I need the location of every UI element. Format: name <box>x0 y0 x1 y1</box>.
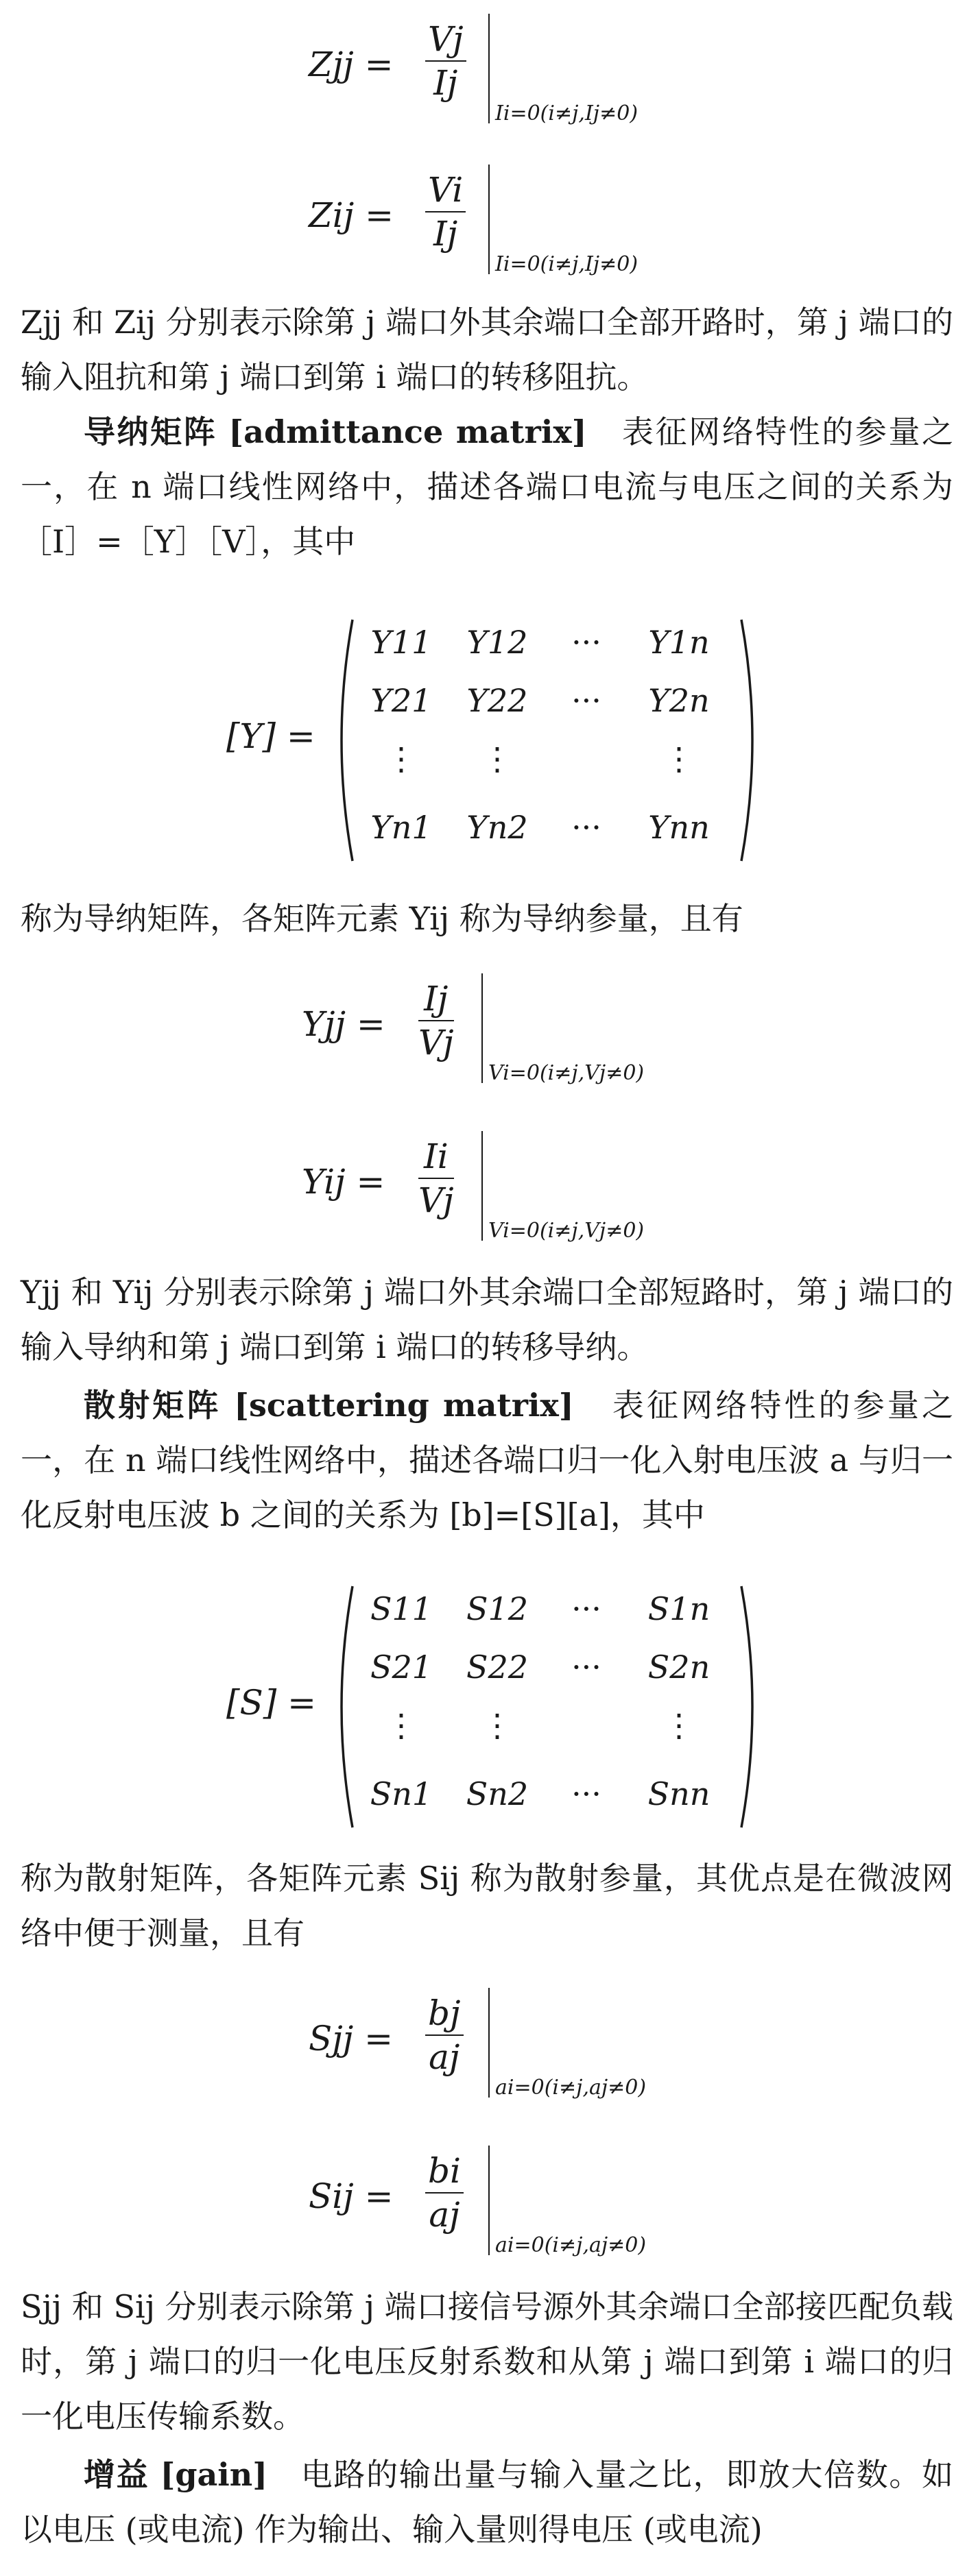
matrix-label: [S] = <box>226 1683 317 1723</box>
matrix-cell: S2n <box>647 1649 711 1686</box>
right-parenthesis <box>737 617 765 864</box>
fraction-denominator: Ij <box>433 63 458 103</box>
fraction-numerator: bi <box>425 2151 464 2194</box>
matrix-cell: Y21 <box>370 682 432 719</box>
matrix-cell: Snn <box>647 1775 711 1812</box>
matrix-cell: ··· <box>571 1775 601 1812</box>
right-parenthesis <box>737 1583 765 1830</box>
matrix-cell: ··· <box>571 1649 601 1686</box>
matrix-cell: ⋮ <box>663 740 695 777</box>
matrix-cell: Y11 <box>370 624 432 661</box>
equation-sjj <box>309 1988 720 2118</box>
matrix-cell: Ynn <box>648 809 710 846</box>
entry-term: 导纳矩阵 <box>84 413 217 450</box>
fraction-numerator: Ii <box>418 1137 454 1179</box>
matrix-cell: ⋮ <box>385 740 417 777</box>
entry-english-term: [gain] <box>160 2456 267 2493</box>
equation-lhs: Sij = <box>309 2176 394 2216</box>
evaluation-bar <box>488 1988 490 2098</box>
entry-term: 散射矩阵 <box>84 1387 222 1424</box>
fraction-numerator: bj <box>425 1993 464 2036</box>
paragraph-admittance-params: 称为导纳矩阵，各矩阵元素 Yij 称为导纳参量，且有 <box>21 900 743 937</box>
matrix-cell: S12 <box>466 1590 529 1627</box>
fraction-numerator: Vi <box>425 170 466 212</box>
equation-yjj <box>302 973 713 1104</box>
entry-definition: 表征网络特性的参量之一，在 n 端口线性网络中，描述各端口电流与电压之间的关系为［I］=［Y］［V］，其中 <box>21 413 954 560</box>
paragraph-scattering-definition: Sjj 和 Sij 分别表示除第 j 端口接信号源外其余端口全部接匹配负载时，第 j 端口的归一化电压反射系数和从第 j 端口到第 i 端口的归一化电压传输系数。 <box>21 2288 953 2435</box>
paragraph-impedance-definition: Zjj 和 Zij 分别表示除第 j 端口外其余端口全部开路时，第 j 端口的输入阻抗和第 j 端口到第 i 端口的转移阻抗。 <box>21 304 953 396</box>
fraction <box>425 19 466 103</box>
matrix-y <box>226 617 775 864</box>
evaluation-bar <box>481 973 483 1083</box>
fraction <box>425 2151 464 2235</box>
matrix-cell: ⋮ <box>481 740 513 777</box>
fraction-denominator: Vj <box>418 1023 454 1062</box>
matrix-cell: Y1n <box>648 624 710 661</box>
matrix-cell: ··· <box>571 809 601 846</box>
entry-definition: 表征网络特性的参量之一，在 n 端口线性网络中，描述各端口归一化入射电压波 a 与归一化反射电压波 b 之间的关系为 [b]=[S][a]，其中 <box>21 1387 953 1533</box>
matrix-cell: Y2n <box>648 682 710 719</box>
fraction-numerator: Ij <box>418 979 454 1021</box>
matrix-cell: ··· <box>571 1590 601 1627</box>
matrix-cell: ⋮ <box>385 1707 417 1744</box>
fraction-denominator: Vj <box>418 1180 454 1220</box>
equation-lhs: Yij = <box>302 1162 385 1202</box>
matrix-cell: ⋮ <box>481 1707 513 1744</box>
equation-lhs: Yjj = <box>302 1004 385 1044</box>
matrix-cell: Yn2 <box>466 809 528 846</box>
matrix-cell: Y22 <box>466 682 528 719</box>
matrix-cell: S11 <box>370 1590 433 1627</box>
equation-yij <box>302 1131 713 1261</box>
fraction-numerator: Vj <box>425 19 466 62</box>
equation-condition: Ii=0(i≠j,Ij≠0) <box>495 101 638 125</box>
evaluation-bar <box>481 1131 483 1241</box>
matrix-cell: ⋮ <box>663 1707 695 1744</box>
paragraph-admittance-definition: Yjj 和 Yij 分别表示除第 j 端口外其余端口全部短路时，第 j 端口的输入导纳和第 j 端口到第 i 端口的转移导纳。 <box>21 1274 953 1365</box>
entry-english-term: [admittance matrix] <box>228 413 587 450</box>
left-parenthesis <box>329 1583 357 1830</box>
matrix-cell: Y12 <box>466 624 528 661</box>
equation-zij <box>309 165 720 295</box>
matrix-cell: Yn1 <box>370 809 432 846</box>
matrix-cell: ··· <box>571 682 601 719</box>
entry-definition: 电路的输出量与输入量之比，即放大倍数。如以电压 (或电流) 作为输出、输入量则得电压 (或电流) <box>21 2456 954 2548</box>
fraction <box>425 170 466 254</box>
matrix-cell: ··· <box>571 624 601 661</box>
evaluation-bar <box>488 2146 490 2255</box>
matrix-cell: Sn2 <box>466 1775 529 1812</box>
equation-condition: Ii=0(i≠j,Ij≠0) <box>495 252 638 276</box>
paragraph-scattering-params: 称为散射矩阵，各矩阵元素 Sij 称为散射参量，其优点是在微波网络中便于测量，且有 <box>21 1860 953 1952</box>
entry-admittance-matrix <box>21 404 953 569</box>
equation-condition: ai=0(i≠j,aj≠0) <box>495 2076 647 2100</box>
fraction-denominator: aj <box>429 2037 460 2077</box>
equation-zjj <box>309 14 720 144</box>
left-parenthesis <box>329 617 357 864</box>
fraction <box>418 979 454 1062</box>
evaluation-bar <box>488 14 490 123</box>
matrix-cell: S1n <box>647 1590 711 1627</box>
equation-condition: Vi=0(i≠j,Vj≠0) <box>488 1061 645 1085</box>
matrix-cell: Sn1 <box>370 1775 433 1812</box>
fraction <box>425 1993 464 2077</box>
matrix-s <box>226 1583 775 1830</box>
fraction <box>418 1137 454 1220</box>
equation-condition: Vi=0(i≠j,Vj≠0) <box>488 1219 645 1243</box>
evaluation-bar <box>488 165 490 274</box>
matrix-cell: S21 <box>370 1649 433 1686</box>
equation-condition: ai=0(i≠j,aj≠0) <box>495 2233 647 2257</box>
entry-english-term: [scattering matrix] <box>234 1387 574 1424</box>
equation-lhs: Zjj = <box>309 45 394 84</box>
entry-term: 增益 <box>84 2456 150 2493</box>
fraction-denominator: Ij <box>433 214 458 254</box>
fraction-denominator: aj <box>429 2195 460 2235</box>
matrix-cell: S22 <box>466 1649 529 1686</box>
equation-lhs: Sjj = <box>309 2019 394 2058</box>
equation-sij <box>309 2146 720 2276</box>
equation-lhs: Zij = <box>309 195 394 235</box>
entry-scattering-matrix <box>21 1378 953 1542</box>
matrix-label: [Y] = <box>226 716 315 756</box>
entry-gain <box>21 2447 953 2557</box>
